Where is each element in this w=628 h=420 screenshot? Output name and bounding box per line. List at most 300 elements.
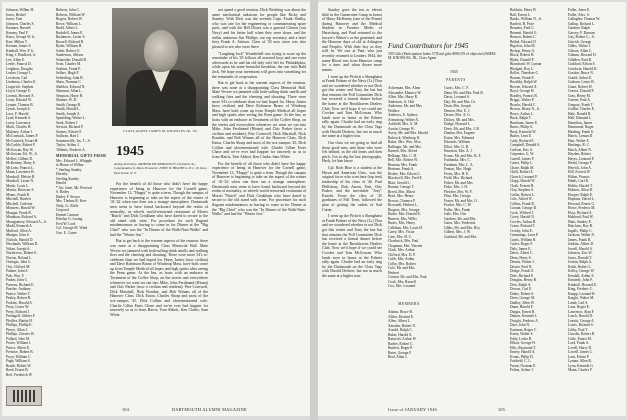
fund-summary-line: JAMES M. KNOWLES, JR., Class Agent: [388, 52, 496, 61]
memorial-entry: Harley F. Sisson: [56, 194, 80, 199]
name-entry: McCormick, Ewart H.: [6, 138, 39, 143]
name-entry: Bolles, Theodore C.: [510, 71, 539, 75]
name-entry: Cady, Richard E.: [510, 138, 535, 143]
name-entry: Heald, George F.: [568, 161, 593, 165]
memorial-entry: Sterling Stanley: [56, 176, 80, 181]
parent-entry: Ashfield, Mrs. G. M.: [388, 122, 419, 126]
name-entry: Briggs, Walter P.: [510, 98, 535, 102]
parent-entry: Case, Mrs. H. C.: [388, 234, 413, 239]
left-text-column-1: [110, 182, 208, 406]
name-entry: Hammond, Roger: [568, 125, 594, 129]
parent-entry: Breed, Mrs. Albert: [388, 189, 415, 194]
name-entry: Bartlett, R. Price: [510, 21, 535, 26]
name-entry: King, Frederic C.: [568, 287, 594, 291]
parent-entry: Fletcher, Mrs. W. F.: [444, 189, 473, 194]
memorial-heading: MEMORIAL GIFTS FROM: [56, 154, 106, 158]
name-entry: Evans, Philip D.: [510, 354, 534, 359]
name-entry: Daly, James E.: [510, 246, 532, 251]
name-entry: Lincoln, Robert B.: [568, 332, 595, 336]
right-names-column-1: [510, 8, 564, 373]
name-entry: Lee, Allen E.: [6, 57, 25, 62]
name-entry: Dow, Ralph A.: [510, 282, 532, 287]
name-entry: Lawrence, Alan F.: [568, 309, 595, 314]
name-entry: Pfeiffer, Martin H.: [6, 318, 33, 323]
member-entry: Bancroft, Arthur W.: [388, 337, 417, 341]
name-entry: Skinner, W. D.: [56, 98, 78, 102]
parent-entry: Davis, Leonard S.: [444, 95, 470, 99]
name-entry: Dean, Harry S.: [510, 255, 532, 260]
parent-entry: Colby, Mrs. Robert: [388, 261, 416, 266]
name-entry: Jackson, Walter N.: [568, 233, 595, 237]
name-entry: Blodgett, Roy L.: [510, 66, 535, 71]
page-number-right: 105: [498, 407, 506, 412]
name-entry: Prentice, Robert B.: [6, 350, 34, 354]
parent-entry: Berman, Mrs. Frank: [388, 162, 418, 167]
class-officer-line: Acting Secretary, ARTHUR DICKERSON: [114, 162, 171, 166]
name-entry: Leach, Harold D.: [568, 314, 593, 318]
name-entry: Lindenau, Charles E.: [6, 80, 37, 84]
parent-entry: Anderson, Mr. and Mrs.: [388, 104, 423, 108]
parent-entry: Field, Mrs. Richard: [444, 176, 473, 180]
parent-entry: Gilbert, Mrs. J. W.: [444, 230, 471, 234]
name-entry: Leede, Francis D.: [6, 62, 32, 66]
name-entry: Butler, Leon E.: [510, 134, 533, 138]
member-entry: Alden, Richard E.: [388, 314, 414, 319]
name-entry: Carter, Philip L.: [510, 161, 534, 165]
memorial-entry: Dorothy: [56, 172, 68, 176]
name-entry: Gregory, Frank T.: [568, 102, 594, 107]
name-entry: Bruce, Arthur L.: [510, 111, 534, 116]
name-entry: Hastings, R. C.: [568, 143, 590, 147]
name-entry: Seakins, Frank F.: [56, 66, 81, 71]
memorial-entry: Geo. E. Carter: [56, 230, 77, 235]
parent-entry: Gardner, Mr. and Mrs.: [444, 216, 477, 221]
name-entry: Gerrish, George: [568, 39, 592, 44]
name-entry: Palmer, John S.: [6, 269, 29, 273]
parent-entry: Gale, Mrs. Otis: [444, 212, 467, 216]
name-entry: Elliott, George H.: [510, 341, 536, 345]
issue-footer: Issue of JANUARY 1946: [388, 407, 438, 412]
name-entry: Graves, Donald F.: [568, 89, 595, 93]
name-entry: Spaulding, Walter L.: [56, 116, 86, 120]
parent-entry: Dana, Mr. and Mrs. Paul R.: [444, 90, 484, 95]
class-officers: [114, 162, 214, 175]
name-entry: Buck, Ralph T.: [510, 116, 532, 120]
members-heading: MEMBERS: [398, 302, 420, 306]
name-entry: Parsons, Richard E.: [6, 282, 35, 287]
fund-year: 1945: [450, 70, 458, 74]
parent-entry: Armstrong, Walter A.: [388, 117, 419, 122]
name-entry: Lunt, Edwin P.: [568, 354, 590, 359]
memorial-entry: Harold: [56, 181, 66, 185]
name-entry: Sheldon, Edward N.: [56, 84, 86, 89]
name-entry: Dole, Richard E.: [510, 273, 535, 278]
parent-entry: Baker, Mrs. Wm. Alva: [388, 140, 421, 144]
parent-entry: Flint, Mrs. George: [444, 194, 471, 198]
parent-entry: Connor, Mr. and Mrs. Paul: [388, 275, 427, 279]
name-entry: Pettingell, Gilbert F.: [6, 314, 36, 318]
name-entry: Kasmire, Russell: [6, 26, 31, 30]
name-entry: Kenney, Paul F.: [6, 30, 29, 35]
name-entry: Grant, Robert W.: [568, 84, 593, 89]
name-entry: Brown, Henry N., Jr.: [510, 107, 541, 111]
name-entry: Johnson, Charles S.: [6, 21, 35, 26]
parent-entry: Herbert: [388, 270, 399, 275]
name-entry: Holmes, Allen D.: [568, 188, 594, 192]
name-entry: Pryor, William C.: [6, 354, 32, 359]
name-entry: Lowell, James C.: [568, 350, 593, 354]
member-entry: Arnold, Ralph C.: [388, 328, 413, 332]
parent-entry: Fenton, Mrs. Hugh: [444, 167, 472, 171]
name-entry: Peaslee, Anthony: [6, 287, 31, 291]
name-entry: Campbell, Donald S.: [510, 143, 541, 147]
name-entry: Otis, Clifford M.: [6, 264, 31, 269]
name-entry: Fuller, Jones E.: [568, 8, 591, 12]
name-entry: Montgomery, Edward A., Jr.: [6, 219, 47, 224]
name-entry: Corey, Harold N.: [510, 215, 535, 219]
memorial-gifts: [56, 154, 106, 235]
parent-entry: Evans, Mr. and Mrs. R. F.: [444, 153, 482, 158]
name-entry: Kelley, George W.: [568, 269, 595, 273]
name-entry: Cole, Alfred W.: [510, 197, 533, 201]
parent-entry: Brown, Clarence F.: [388, 198, 416, 203]
member-entry: Bartlett, Roger P.: [388, 346, 413, 350]
parent-entry: Babcock, Winthrop K.: [388, 135, 421, 140]
name-entry: Coffin, Robert L.: [510, 192, 535, 197]
name-entry: McGowan, Ray W.: [6, 147, 34, 152]
name-entry: Lewis, Richard S.: [568, 323, 594, 327]
name-entry: Hayden, Robert: [568, 152, 591, 156]
name-entry: Morgan, Frank B.: [6, 210, 32, 215]
name-entry: Child, Robert E.: [510, 170, 534, 174]
name-entry: Clay, Stephen A.: [510, 188, 535, 192]
advertisement-logo: [6, 386, 42, 406]
parent-entry: Dean, Mrs. Joseph: [444, 104, 471, 108]
name-entry: Shaw, Norman C.: [56, 80, 82, 84]
name-entry: Pealey, Robert B.: [6, 296, 32, 300]
name-entry: Jones, Bedsel: [6, 12, 26, 17]
name-entry: Nichols, Harold D.: [6, 237, 34, 242]
paragraph: But to get back to the warmer aspects of the reunion, there was none at a disappointing Class Memorial Hall. Mate Vevere we jammed with both-sulling drink smells and walking fires and the cheering and shouting. There were more 54's to-celebrate than we had hoped for. Harry Junior (now civilian) and Dave Robinson Bruno of Winthrop Mass. have both come up from Temple Medical all hopes and high spirits after seeing the Penn game. At the Inn, as hosts with an embrace in Treatment of the Coffee Shop, on the streets and everywhere whenever we went we ran into Mike, John Ferdinand (Hiram) and Chic Parker (now a civilian and resident); Pete Cornwell, Dick Marshall, Nick Roudair, and Bob Winans all of the Hanover Class. Dick Eaton, Charles Sharp and most of the sox-campus '45, Dick Collins and aforementioned wife. Charlie Cillan Estes Chase and we've ever had happier for sincerely so as to from Harris, Tom Abbott, Ken Clarke, Sam White: [212, 81, 306, 159]
name-entry: Carroll, James P.: [510, 156, 535, 161]
left-page: [2, 2, 310, 416]
name-entry: Jones, Donald T.: [568, 255, 593, 260]
name-entry: Clark, Everett R.: [510, 183, 535, 188]
name-entry: Eaton, Walter S.: [510, 332, 534, 336]
parent-entry: Burke, Mrs. Donald E.: [388, 212, 421, 216]
name-entry: Maloney, Arthur J.: [6, 129, 33, 134]
name-entry: Hayes, Leonard P.: [568, 156, 595, 161]
name-entry: Lynd, Kenneth S.: [6, 116, 32, 120]
name-entry: Kimball, Wm. P. Jr.: [6, 48, 35, 53]
name-entry: Bennett, Harold G.: [510, 30, 538, 35]
left-names-column: [6, 8, 54, 377]
name-entry: Marshall, Lester N.: [6, 179, 34, 183]
name-entry: Lyman, Allen R.: [568, 359, 592, 363]
name-entry: Libby, Paul T.: [568, 327, 589, 332]
name-entry: Pals, Wm. F.: [6, 273, 25, 278]
memorial-entry: Mrs. Edward L. Whipple: [56, 158, 92, 163]
name-entry: Mack, Charles H.: [6, 125, 32, 129]
name-entry: King, J. Bradford, Jr.: [6, 53, 37, 57]
class-agent-photo: [112, 8, 208, 126]
name-entry: Means, Frank R.: [6, 192, 30, 197]
name-entry: Kennedy, John P.: [568, 278, 593, 282]
name-entry: Goodwin, Harold K.: [568, 66, 598, 71]
parents-column-2: [444, 86, 498, 239]
name-entry: Luce, F. Harold: [6, 111, 29, 116]
member-entry: Bates, George F.: [388, 350, 412, 355]
parent-entry: Carey, Mrs. Victor: [388, 230, 415, 234]
class-year-heading: 1945: [116, 144, 144, 159]
name-entry: Knox, George W. Jr.: [6, 35, 36, 39]
name-entry: Northcross, Robert E.: [6, 251, 38, 255]
name-entry: Pierce, Allan J.: [6, 327, 28, 332]
name-entry: Smith, Joseph A.: [56, 111, 81, 116]
name-entry: Martin, Brewster S.: [6, 188, 35, 192]
paragraph: not spend a good reunion. Dick Werthing was about the same mechanical unknown for people like Ricky and Stanley. With Dick was the seventh Capt. Frank Shelby, who was one for the engineering or commiserating spare parts, and with the Hill Dixies was a general Clinton (our Navy) and his better half when they were down, and the stellar unknown Jim Phillips, our top secretary, and a brief fiery Frank A. Stetson. Class of '45 now since was also pleased to see who were there.: [212, 8, 306, 49]
name-entry: Hubbard, Paul W.: [568, 215, 594, 219]
name-entry: Rowe, William L.: [56, 21, 82, 26]
name-entry: Gallup, Richard L.: [568, 21, 595, 26]
name-entry: Carpenter, G. W.: [510, 152, 535, 156]
name-entry: Keenan, James S.: [6, 44, 32, 48]
name-entry: Rushmore, Lester S.: [56, 35, 86, 39]
name-entry: Benson, Robert C.: [510, 35, 537, 39]
name-entry: McCormack, James P.: [6, 134, 38, 138]
name-entry: Lamb, Carl S.: [568, 300, 589, 305]
name-entry: Sommerville, Jos. T., Jr.: [56, 138, 91, 143]
paragraph: Cpl. Rich Blue is a student at the Heron and American Univ., was the original force who won base (top tent) leadership of his class of '46. Paul Phillsbury, Bob, Aaron, Tom, Chic Parker, and the inevitable "Joey" Knecht. From the class of '45 graduates of Fall Term, followed the plan of getting the cadets of Sail Cutter.: [322, 166, 382, 212]
name-entry: Howard, Ernest G.: [568, 201, 595, 206]
parent-entry: Callahan, Mrs. Louis H.: [388, 225, 423, 230]
name-entry: Dwight, Frederic A.: [510, 318, 539, 323]
name-entry: Emery, Harold A.: [510, 350, 536, 354]
name-entry: Nolan, Joseph A.: [6, 246, 31, 251]
parent-entry: Austin, George W.: [388, 126, 415, 131]
parent-entry: Dexter, Mrs. A. G.: [444, 113, 471, 117]
name-entry: Gilman, Howard D.: [568, 53, 597, 57]
parents-heading: PARENTS: [446, 78, 466, 82]
right-names-column-2: [568, 8, 622, 373]
name-entry: Kerr, Milton T.: [6, 39, 28, 44]
name-entry: Rogers, Robert W.: [56, 17, 83, 21]
name-entry: Burnham, James E.: [510, 120, 538, 125]
parent-entry: Day, Mr. and Mrs. Gr.: [444, 99, 476, 104]
parent-entry: Cole, Mr. and Mrs.: [388, 266, 416, 270]
name-entry: Hinds, Carl R.: [568, 179, 589, 183]
name-entry: Reed, Ernest B.: [6, 368, 29, 372]
name-entry: Harris, Lyman D.: [568, 134, 594, 138]
name-entry: Reade, Robert W.: [6, 363, 32, 368]
paragraph: For the benefit of all those who didn't have the happy experience of being in Hanover for the Cornell game, November 13, "Happy" is quite a term. Though the campus of Hanover is beginning to take on the aspect of the winter of '41-'42 when one then ran a strange atmosphere, Dartmouth men seem to have found backward beyond the realm of normality, as wheels world-renowned restaurant of Morris "Butch" and Dick Crinkham who have dared to secure to the old stand with wine. For procedure for such flagrant misdemeanors as having to come in for Dinner at the "Big Chief" who was the "In Dinner of the Walk-Nuts-Walks" and had the "Winter fest.": [110, 182, 208, 237]
gutter: [310, 0, 318, 420]
name-entry: Fairfield, C. L.: [510, 359, 532, 363]
name-entry: Mudd, Kenneth A.: [6, 224, 33, 228]
name-entry: Rudd, Albert L.: [56, 26, 79, 30]
name-entry: Blanchard, W. Lyman: [510, 62, 542, 66]
name-entry: Boyd, George H.: [510, 89, 535, 93]
parent-entry: Wallace: [388, 108, 400, 113]
name-entry: Bonner, Frank E.: [510, 75, 535, 80]
name-entry: Stark, Robert J.: [56, 120, 79, 125]
parent-entry: Blair, Gerald L.: [388, 180, 411, 185]
name-entry: Lesher, George L.: [6, 71, 32, 75]
name-entry: Baldwin, Harry B.: [510, 8, 537, 12]
parent-entry: Bell, Mrs. Robert W.: [388, 158, 418, 162]
parent-entry: Clark, Mrs. Arthur: [388, 248, 415, 252]
memorial-entry: Ethelyn G. Loring: [56, 217, 83, 221]
parent-entry: Foster, Mr. and Mrs. O.: [444, 198, 478, 203]
class-officer-line: Co. B 2, 16 Glen, West Point, N. Y.: [114, 166, 208, 175]
name-entry: Bradley, Francis B.: [510, 93, 538, 98]
name-entry: Mann, Lawrence R.: [6, 170, 35, 174]
name-entry: Keith, Robert L.: [568, 264, 592, 269]
memorial-entry: Corporal: [56, 208, 69, 212]
name-entry: Orsinger, John C.: [6, 260, 32, 264]
name-entry: Perry, Lester W.: [6, 305, 30, 309]
name-entry: Pollard, John M.: [6, 336, 30, 341]
name-entry: Gibbs, Walter J.: [568, 44, 592, 48]
parent-entry: Bonner, George T.: [388, 185, 415, 189]
name-entry: Porter, William J.: [6, 341, 32, 345]
name-entry: Bush, Kenneth W.: [510, 129, 537, 134]
name-entry: McGowan, Ed. W., Jr.: [6, 152, 38, 156]
name-entry: Loomis, Howard A.: [6, 93, 35, 98]
name-entry: Sanderson, Allison: [56, 53, 84, 57]
name-entry: Parker, John C.: [6, 278, 29, 282]
name-entry: Prince, Albert E.: [6, 345, 30, 350]
name-entry: Johnson, Wilbur H.: [6, 8, 34, 12]
fund-summary: [388, 52, 498, 61]
name-entry: Black, Robert H.: [510, 53, 535, 57]
memorial-entry: Mrs. Thelma R. Ken-: [56, 199, 87, 203]
name-entry: Brooks, Harold C.: [510, 102, 537, 107]
name-entry: Monahan, Richard A.: [6, 215, 37, 219]
name-entry: Stewart, Richard P.: [56, 125, 84, 129]
name-entry: Johnson, Eric W.: [568, 251, 593, 255]
name-entry: Dodge, Frank O.: [510, 269, 535, 273]
fund-summary-line: Total gifts $900 (59 of objective): [436, 52, 485, 56]
name-entry: Hooper, Ralph E.: [568, 192, 594, 197]
parent-entry: Burgess, Mrs. George: [388, 207, 420, 212]
name-entry: Gardner, Ralph: [568, 26, 591, 30]
name-entry: Reif, Frederick W.: [6, 372, 33, 377]
memorial-entry: Emmet Cannon: [56, 212, 79, 217]
paragraph: "Laughing Jack" Wonderball was trying to scare up the remainder of his '45 fellows all assorted boys and one extra afterwards as he and his old lady wife left for Philadelphia, while upon his some beautiful breakfast, the one with Bald Jack. We hope your inventions will grow into something for the remainder of cooperation.: [212, 51, 306, 79]
name-entry: Luery, Lawrence: [6, 120, 31, 125]
name-entry: McCorkle, Robert F.: [6, 143, 36, 147]
name-entry: Scott, Charles M.: [56, 62, 82, 66]
name-entry: Hill, Everett W.: [568, 170, 591, 174]
name-entry: Lane, Roger E.: [568, 305, 590, 309]
name-entry: Hamilton, James: [568, 120, 593, 125]
name-entry: Phillips, Chester W.: [6, 332, 35, 336]
parent-entry: Edwards, William: [444, 140, 470, 144]
name-entry: Monsees, Harold W.: [6, 206, 36, 210]
paragraph: Stanley gave the ten or eleven little in the Gameronet Camp in honor of Harry McKenny (one of the Prime) during Hanover and the Medical Student in Frontier Medic of Harrisburg, and Paul returned to the lawyer's Winter's or the gonemed, and the Hanover days of old at Arlington and Peoples. With their boy as they still. In. We saw at Paul, who just recently returned to Leaders 1944, the name Blood was from Hanover camp for a time, and when dozen more names.: [322, 8, 382, 72]
memorial-entry: Nedy, Lt. Rolfe: [56, 203, 79, 208]
name-entry: Roberts, William W.: [56, 12, 86, 17]
parent-entry: Alexander, Maurice W.: [388, 90, 422, 95]
name-entry: Ball, Ernest L.: [510, 12, 531, 17]
name-entry: Crane, Richard T.: [510, 224, 536, 228]
name-entry: Drew, George M.: [510, 296, 536, 300]
parent-entry: Chadwick, Mrs. Paul: [388, 239, 419, 243]
name-entry: Knapp, Leonard R.: [568, 291, 596, 296]
parent-entry: Elliot, Mrs. G. R.: [444, 144, 470, 149]
name-entry: Gordon, Bruce N.: [568, 71, 594, 75]
name-entry: Hale, Donald R.: [568, 111, 592, 116]
class-officer-line: Treasurer, JOHN W. HEATH: [144, 166, 184, 171]
name-entry: Salter, Robert O.: [56, 48, 81, 53]
paragraph: For the benefit of all those who didn't have the happy experience of being in Hanover for the Cornell game, November 13, "Happy" is quite a term. Though the campus of Hanover is beginning to take on the aspect of the winter of '41-'42 when one then ran a strange atmosphere, Dartmouth men seem to have found backward beyond the realm of normality, as wheels world-renowned restaurant of Morris "Butch" and Dick Crinkham who have dared to secure to the old stand with wine. For procedure for such flagrant misdemeanors as having to come in for Dinner at the "Big Chief" who was the "In Dinner of the Walk-Nuts-Walks" and had the "Winter fest.": [212, 161, 306, 217]
member-entry: Adams, Bruce R.: [388, 310, 413, 314]
name-entry: Taylor, Arthur J.: [56, 143, 80, 147]
name-entry: Gibson, Allan C.: [568, 48, 593, 53]
name-entry: Dudley, Allen W.: [510, 300, 535, 305]
name-entry: Bigelow, John M.: [510, 44, 536, 48]
name-entry: Gray, Henry M.: [568, 93, 591, 98]
name-entry: Stearns, Edwin O.: [56, 129, 83, 134]
name-entry: Pugh, William S.: [6, 359, 31, 363]
parent-entry: Cox, Mrs. Leonard: [388, 284, 416, 288]
name-entry: Seiberling, John B.: [56, 75, 84, 80]
members-column: [388, 310, 442, 360]
name-entry: Mitchell, Carleton: [6, 201, 33, 206]
parent-entry: Burtis, Mrs. Henry: [388, 221, 416, 225]
name-entry: Herrick, John A.: [568, 165, 592, 170]
memorial-entry: * Sterling Stanley: [56, 167, 82, 172]
fund-summary-line: 339 Gifts (Participation Index 57): [388, 52, 437, 56]
name-entry: Kimball, Howard E.: [568, 282, 598, 287]
name-entry: Church, Leonard F.: [510, 174, 538, 179]
parent-entry: Farnham, Mrs. L. A.: [444, 162, 474, 167]
name-entry: Davis, Albert C.: [510, 251, 534, 255]
name-entry: Chase, Ralph M.: [510, 165, 535, 170]
name-entry: Dyer, John N.: [510, 323, 531, 327]
name-entry: Hilton, Francis: [568, 174, 590, 179]
name-entry: Beaudry, Fred C.: [510, 26, 535, 30]
parent-entry: Ackerman, Mrs. Alma: [388, 86, 421, 90]
name-entry: Hall, Edmund L.: [568, 116, 593, 120]
parent-entry: Ballinger, Mr. and Mrs.: [388, 144, 422, 149]
name-entry: Farrar, Norman E.: [510, 363, 537, 368]
name-entry: Burns, Philip A.: [510, 125, 534, 129]
parent-entry: Dunbar, Mrs. Eugene: [444, 131, 475, 135]
class-officer-line: 275 Centretree St., Longmeadow 6, Mass.: [114, 162, 196, 171]
name-entry: Mulford, Allen A.: [6, 228, 32, 233]
name-entry: Rudsdell, James E.: [56, 30, 84, 35]
parent-entry: Clifford, Mrs. D. P.: [388, 252, 416, 257]
parent-entry: Drew, Mr. and Mrs. J. R.: [444, 126, 480, 131]
name-entry: Hoyt, Richard A.: [568, 210, 593, 215]
name-entry: Clapp, Harold W.: [510, 179, 536, 183]
name-entry: Little, Ernest M.: [568, 336, 592, 341]
name-entry: Banks, William N., Jr.: [510, 17, 542, 21]
left-names-column-2: [56, 8, 104, 152]
name-entry: Munger, John S.: [6, 233, 30, 237]
parent-entry: Fairbanks, Mrs. C.: [444, 158, 471, 162]
name-entry: Jordan, Ralph A.: [568, 260, 593, 264]
parent-entry: Bisbee, Mrs. Edwin L.: [388, 171, 421, 176]
name-entry: Cummings, Leon P.: [510, 233, 539, 237]
parent-entry: Curtis, Mrs. C. F.: [444, 86, 469, 90]
name-entry: Dutton, Kenneth L.: [510, 314, 538, 318]
parent-entry: Emerson, Mrs. A. J.: [444, 149, 473, 153]
fund-contributors-title: Fund Contributors for 1945: [388, 42, 469, 50]
parent-entry: Fuller, Mrs. Frank: [444, 207, 471, 212]
